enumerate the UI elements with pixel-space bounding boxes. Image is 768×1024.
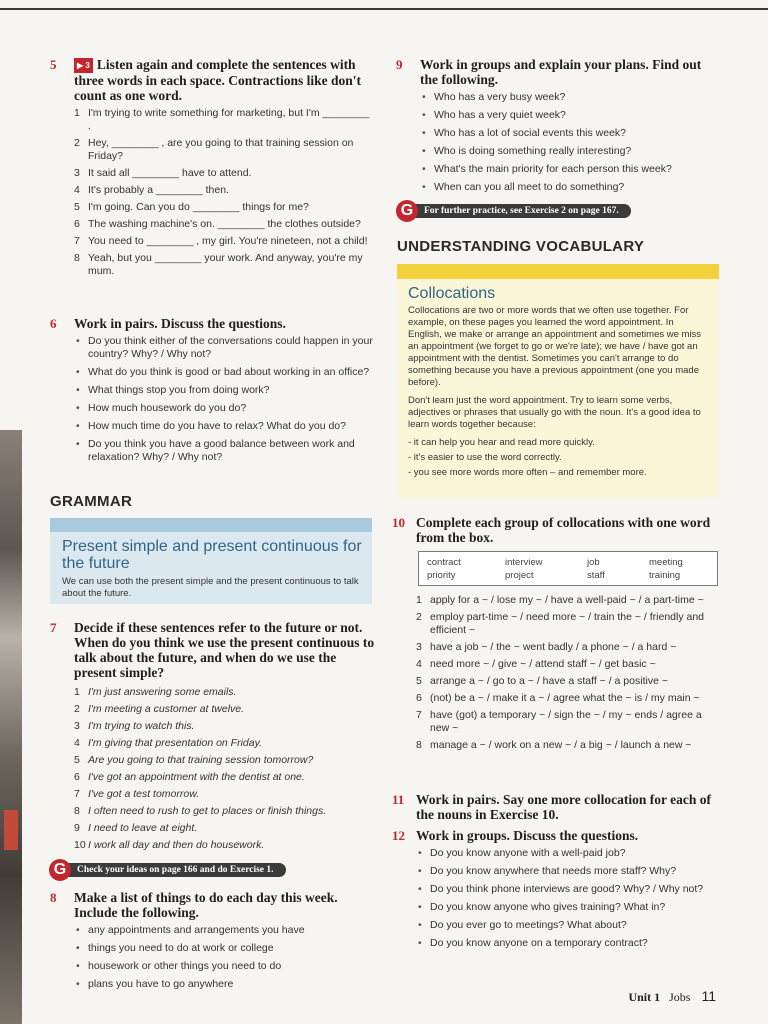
list-item <box>74 720 376 733</box>
page-footer <box>628 988 716 1005</box>
item-number: 2 <box>74 137 80 149</box>
item-text: I've got a test tomorrow. <box>88 788 200 800</box>
list-item <box>74 235 372 248</box>
item-number: 6 <box>416 692 422 704</box>
item-text: I'm meeting a customer at twelve. <box>88 703 245 715</box>
item-number: 4 <box>74 184 80 196</box>
exercise-instruction: ▶ 3 Listen again and complete the sentences with three words in each space. Contractions like don't count as one word. <box>74 57 361 103</box>
collocations-paragraph: Collocations are two or more words that we often use together. For example, on these pages you learned the word appointment. In English, we make or arrange an appointment and sometimes we miss an appointment (we forget to go or we're late); we have / have got an appointment with the dentist. Sometimes you can't arrange to do something because you have a previous appointment (one you made before). <box>408 305 702 388</box>
item-text: manage a ~ / work on a new ~ / a big ~ / launch a new ~ <box>430 739 692 751</box>
collocation-list <box>416 594 722 752</box>
item-text: I work all day and then do housework. <box>88 839 265 851</box>
list-item <box>74 184 372 197</box>
collocations-box <box>397 264 719 498</box>
list-item <box>416 692 722 705</box>
list-item <box>74 686 376 699</box>
unit-label: Unit 1 <box>628 990 661 1004</box>
list-item: • Who has a very busy week? <box>420 91 722 104</box>
item-number: 4 <box>416 658 422 670</box>
item-text: (not) be a ~ / make it a ~ / agree what the ~ is / my main ~ <box>430 692 700 704</box>
list-item <box>74 252 372 278</box>
word-box-item: priority <box>427 570 456 581</box>
grammar-reference-text: Check your ideas on page 166 and do Exercise 1. <box>67 863 286 877</box>
grammar-g-icon: G <box>49 859 71 881</box>
item-text: I've got an appointment with the dentist at one. <box>88 771 305 783</box>
item-number: 8 <box>74 805 80 817</box>
list-item <box>416 594 722 607</box>
list-item <box>416 611 722 637</box>
list-item <box>416 709 722 735</box>
top-rule <box>0 8 768 10</box>
item-text: arrange a ~ / go to a ~ / have a staff ~ / a positive ~ <box>430 675 668 687</box>
exercise-8 <box>50 890 376 996</box>
task-list <box>74 924 376 991</box>
item-text: employ part-time ~ / need more ~ / train the ~ / friendly and efficient ~ <box>430 611 705 636</box>
grammar-g-icon: G <box>396 200 418 222</box>
item-number: 1 <box>74 107 80 119</box>
exercise-number: 12 <box>392 828 405 843</box>
unit-topic: Jobs <box>669 990 691 1004</box>
item-number: 6 <box>74 771 80 783</box>
list-item: • Do you know anyone who gives training? What in? <box>416 901 722 914</box>
list-item: • Who has a lot of social events this week? <box>420 127 722 140</box>
item-number: 7 <box>416 709 422 721</box>
exercise-instruction: Work in groups. Discuss the questions. <box>416 828 639 843</box>
item-text: have (got) a temporary ~ / sign the ~ / my ~ ends / agree a new ~ <box>430 709 702 734</box>
word-box-item: interview <box>505 557 543 568</box>
list-item <box>74 703 376 716</box>
grammar-reference-bar[interactable] <box>49 859 286 881</box>
item-text: I'm giving that presentation on Friday. <box>88 737 262 749</box>
list-item: • Do you think either of the conversations could happen in your country? Why? / Why not? <box>74 335 376 361</box>
list-item <box>74 201 372 214</box>
edge-photo <box>0 430 22 1024</box>
exercise-instruction: Make a list of things to do each day this week. Include the following. <box>74 890 338 920</box>
grammar-box-text: We can use both the present simple and the present continuous to talk about the future. <box>62 576 359 599</box>
list-item: • How much time do you have to relax? What do you do? <box>74 420 376 433</box>
exercise-6 <box>50 316 376 469</box>
list-item <box>74 805 376 818</box>
item-number: 5 <box>416 675 422 687</box>
list-item: • What things stop you from doing work? <box>74 384 376 397</box>
word-box <box>418 551 718 586</box>
collocations-point: - it can help you hear and read more quickly. <box>408 437 595 448</box>
question-list <box>416 847 722 950</box>
list-item <box>416 658 722 671</box>
exercise-number: 5 <box>50 57 57 72</box>
exercise-instruction: Work in groups and explain your plans. Find out the following. <box>420 57 702 87</box>
item-text: It said all ________ have to attend. <box>88 167 252 179</box>
exercise-9 <box>396 57 722 199</box>
list-item: • plans you have to go anywhere <box>74 978 376 991</box>
list-item: • Do you think you have a good balance between work and relaxation? Why? / Why not? <box>74 438 376 464</box>
exercise-number: 8 <box>50 890 57 905</box>
list-item: • How much housework do you do? <box>74 402 376 415</box>
item-number: 2 <box>74 703 80 715</box>
list-item: • Do you know anyone with a well-paid job? <box>416 847 722 860</box>
question-list <box>420 91 722 194</box>
list-item <box>74 737 376 750</box>
item-text: Hey, ________ , are you going to that training session on Friday? <box>88 137 354 162</box>
word-box-item: job <box>587 557 600 568</box>
item-number: 9 <box>74 822 80 834</box>
sentence-list <box>74 107 372 278</box>
item-number: 3 <box>74 167 80 179</box>
exercise-number: 10 <box>392 515 405 530</box>
item-number: 8 <box>74 252 80 264</box>
list-item <box>74 822 376 835</box>
list-item <box>416 739 722 752</box>
item-text: The washing machine's on. ________ the clothes outside? <box>88 218 361 230</box>
item-number: 10 <box>74 839 86 851</box>
list-item: • What's the main priority for each person this week? <box>420 163 722 176</box>
item-number: 2 <box>416 611 422 623</box>
exercise-number: 6 <box>50 316 57 331</box>
collocations-strip <box>397 264 719 279</box>
exercise-10-items <box>392 590 722 756</box>
sentence-list <box>74 686 376 852</box>
list-item: • When can you all meet to do something? <box>420 181 722 194</box>
item-text: Are you going to that training session tomorrow? <box>88 754 314 766</box>
collocations-title: Collocations <box>408 285 496 302</box>
item-text: You need to ________ , my girl. You're nineteen, not a child! <box>88 235 368 247</box>
list-item <box>74 167 372 180</box>
exercise-instruction: Decide if these sentences refer to the future or not. When do you think we use the present continuous to talk about the future, and when do we use the present simple? <box>74 620 375 680</box>
audio-track-icon[interactable]: ▶ 3 <box>74 58 93 73</box>
exercise-number: 11 <box>392 792 405 807</box>
item-number: 6 <box>74 218 80 230</box>
item-number: 4 <box>74 737 80 749</box>
item-number: 7 <box>74 235 80 247</box>
item-number: 1 <box>416 594 422 606</box>
practice-reference-bar[interactable] <box>396 200 631 222</box>
word-box-item: contract <box>427 557 461 568</box>
grammar-box <box>50 518 372 604</box>
item-number: 5 <box>74 754 80 766</box>
collocations-point: - it's easier to use the word correctly. <box>408 452 562 463</box>
collocations-paragraph: Don't learn just the word appointment. Try to learn some verbs, adjectives or phrases that usually go with the noun. It's a good idea to learn words together because: <box>408 395 701 430</box>
list-item <box>74 754 376 767</box>
page-number: 11 <box>701 988 716 1004</box>
item-text: I'm going. Can you do ________ things for me? <box>88 201 309 213</box>
item-number: 5 <box>74 201 80 213</box>
item-text: I'm just answering some emails. <box>88 686 237 698</box>
item-text: I often need to rush to get to places or finish things. <box>88 805 327 817</box>
exercise-10 <box>392 515 722 545</box>
exercise-instruction: Complete each group of collocations with one word from the box. <box>416 515 711 545</box>
word-box-item: meeting <box>649 557 683 568</box>
list-item <box>416 675 722 688</box>
item-number: 7 <box>74 788 80 800</box>
practice-reference-text: For further practice, see Exercise 2 on page 167. <box>414 204 631 218</box>
list-item: • Do you know anyone on a temporary contract? <box>416 937 722 950</box>
exercise-11 <box>392 792 722 822</box>
list-item: • What do you think is good or bad about working in an office? <box>74 366 376 379</box>
item-number: 3 <box>74 720 80 732</box>
grammar-strip <box>50 518 372 532</box>
grammar-heading: GRAMMAR <box>50 493 133 510</box>
list-item: • Do you ever go to meetings? What about? <box>416 919 722 932</box>
exercise-12 <box>392 828 722 955</box>
list-item: • Who has a very quiet week? <box>420 109 722 122</box>
list-item: • Do you think phone interviews are good? Why? / Why not? <box>416 883 722 896</box>
exercise-number: 9 <box>396 57 403 72</box>
list-item <box>74 218 372 231</box>
grammar-box-title: Present simple and present continuous for the future <box>62 538 362 572</box>
list-item <box>74 839 376 852</box>
item-text: have a job ~ / the ~ went badly / a phone ~ / a hard ~ <box>430 641 677 653</box>
question-list <box>74 335 376 464</box>
list-item <box>416 641 722 654</box>
list-item: • housework or other things you need to do <box>74 960 376 973</box>
item-text: Yeah, but you ________ your work. And anyway, you're my mum. <box>88 252 363 277</box>
item-number: 1 <box>74 686 80 698</box>
item-text: I'm trying to write something for marketing, but I'm ________ . <box>88 107 370 132</box>
word-box-item: training <box>649 570 681 581</box>
vocabulary-heading: UNDERSTANDING VOCABULARY <box>397 238 645 255</box>
item-text: It's probably a ________ then. <box>88 184 229 196</box>
list-item: • Do you know anywhere that needs more staff? Why? <box>416 865 722 878</box>
exercise-5 <box>50 57 372 282</box>
exercise-instruction: Work in pairs. Say one more collocation for each of the nouns in Exercise 10. <box>416 792 711 822</box>
list-item <box>74 107 372 133</box>
collocations-point: - you see more words more often – and remember more. <box>408 467 647 478</box>
word-box-item: staff <box>587 570 605 581</box>
exercise-number: 7 <box>50 620 57 635</box>
item-text: need more ~ / give ~ / attend staff ~ / get basic ~ <box>430 658 656 670</box>
item-text: I need to leave at eight. <box>88 822 198 834</box>
list-item <box>74 771 376 784</box>
item-text: apply for a ~ / lose my ~ / have a well-paid ~ / a part-time ~ <box>430 594 704 606</box>
list-item: • Who is doing something really interesting? <box>420 145 722 158</box>
list-item: • things you need to do at work or college <box>74 942 376 955</box>
word-box-item: project <box>505 570 534 581</box>
list-item <box>74 137 372 163</box>
item-number: 8 <box>416 739 422 751</box>
item-number: 3 <box>416 641 422 653</box>
item-text: I'm trying to watch this. <box>88 720 195 732</box>
list-item: • any appointments and arrangements you have <box>74 924 376 937</box>
list-item <box>74 788 376 801</box>
exercise-instruction: Work in pairs. Discuss the questions. <box>74 316 286 331</box>
exercise-7 <box>50 620 376 856</box>
